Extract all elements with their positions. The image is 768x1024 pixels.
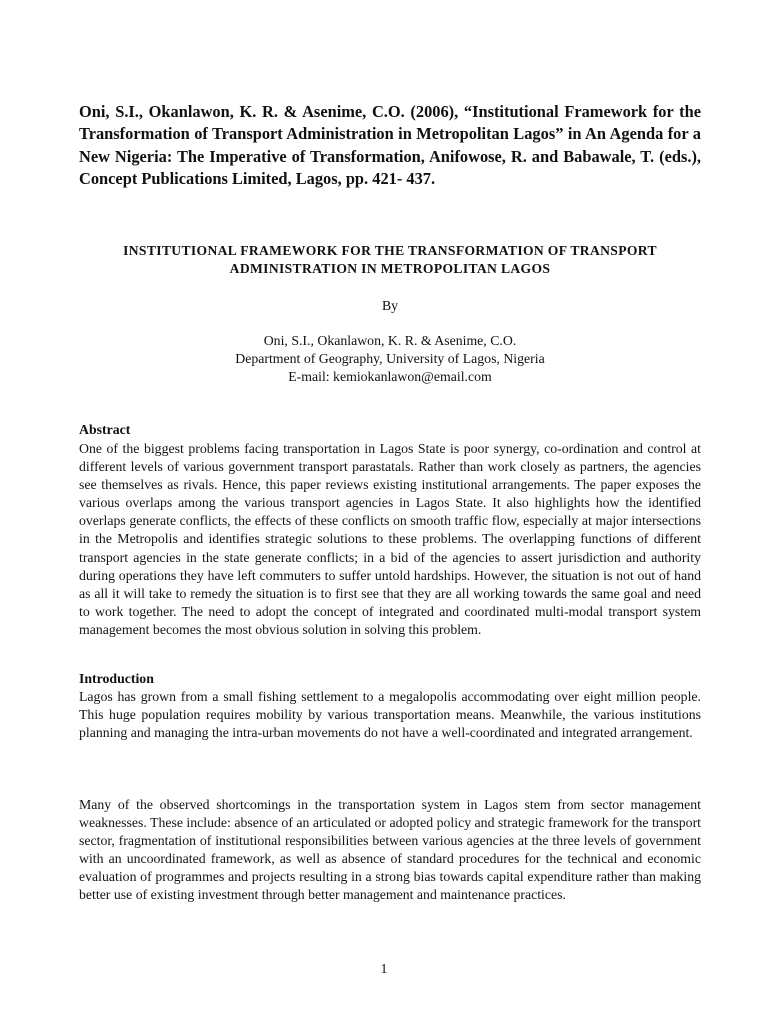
- abstract-heading: Abstract: [79, 422, 131, 437]
- introduction-heading: Introduction: [79, 671, 154, 686]
- author-names: Oni, S.I., Okanlawon, K. R. & Asenime, C.O.: [263, 333, 517, 348]
- citation: Oni, S.I., Okanlawon, K. R. & Asenime, C.O. (2006), “Institutional Framework for the Transformation of Transport Administration in Metropolitan Lagos” in An Agenda for a New Nigeria: The Imperative of Transformation, Anifowose, R. and Babawale, T. (eds.), Concept Publications Limited, Lagos, pp. 421- 437.: [79, 102, 701, 188]
- author-block: [79, 332, 701, 386]
- page-number: 1: [380, 961, 388, 976]
- abstract-body: One of the biggest problems facing transportation in Lagos State is poor synergy, co-ordination and control at different levels of various government transport parastatals. Rather than work closely as partners, the agencies see themselves as rivals. Hence, this paper reviews existing institutional arrangements. The paper exposes the various overlaps among the various transport agencies in Lagos State. It also highlights how the identified overlaps generate conflicts, the effects of these conflicts on smooth traffic flow, especially at major intersections in the Metropolis and identifies strategic solutions to these problems. The overlapping functions of different transport agencies in the state generate conflicts; in a bid of the agencies to assert jurisdiction and authority during operations they have left commuters to suffer untold hardships. However, the situation is not out of hand as all it will take to remedy the situation is to first see that they are all working towards the same goal and need to work together. The need to adopt the concept of integrated and coordinated multi-modal transport system management becomes the most obvious solution in solving this problem.: [79, 441, 701, 637]
- introduction-paragraph-1: Lagos has grown from a small fishing settlement to a megalopolis accommodating over eight million people. This huge population requires mobility by various transportation means. Meanwhile, the various institutions planning and managing the intra-urban movements do not have a well-coordinated and integrated arrangement.: [79, 689, 701, 741]
- author-email: E-mail: kemiokanlawon@email.com: [288, 369, 492, 384]
- paper-title-line-1: INSTITUTIONAL FRAMEWORK FOR THE TRANSFORMATION OF TRANSPORT: [123, 243, 657, 258]
- paper-title-line-2: ADMINISTRATION IN METROPOLITAN LAGOS: [229, 261, 551, 276]
- author-affiliation: Department of Geography, University of Lagos, Nigeria: [235, 351, 545, 366]
- by-line: By: [381, 298, 399, 313]
- paper-title: [79, 242, 701, 278]
- introduction-paragraph-2: Many of the observed shortcomings in the transportation system in Lagos stem from sector management weaknesses. These include: absence of an articulated or adopted policy and strategic framework for the transport sector, fragmentation of institutional responsibilities between various agencies at the three levels of government with an uncoordinated framework, as well as absence of standard procedures for the technical and economic evaluation of programmes and projects resulting in a strong bias towards capital expenditure rather than making better use of existing investment through better management and maintenance practices.: [79, 797, 701, 903]
